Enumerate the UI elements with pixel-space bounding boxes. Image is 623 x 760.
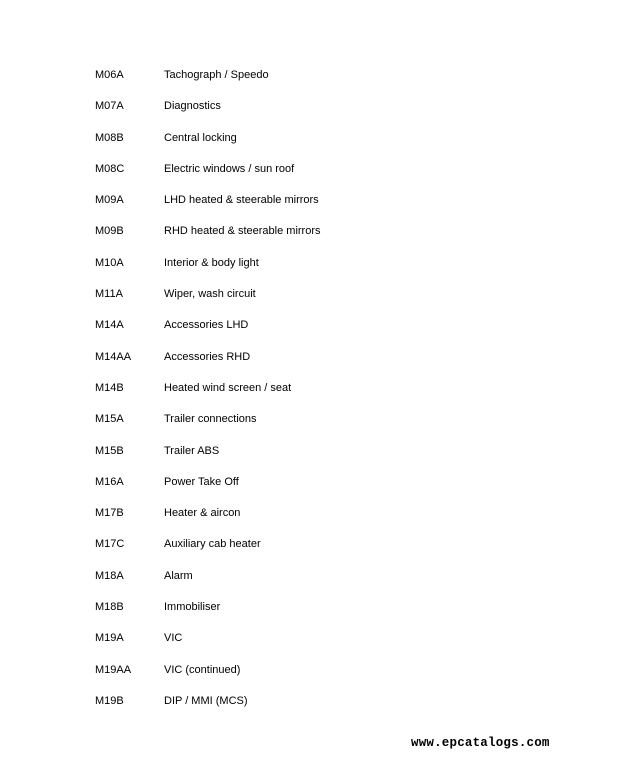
entry-code: M14B [95,381,124,394]
entry-title: Electric windows / sun roof [164,162,295,175]
entry-title: Accessories RHD [164,350,251,363]
entry-code: M07A [95,100,124,113]
index-row [95,506,321,537]
index-row [95,287,321,318]
index-row [95,350,321,381]
entry-title: Trailer ABS [164,444,220,457]
entry-code: M09B [95,225,124,238]
index-row [95,444,321,475]
entry-title: VIC [164,632,183,645]
index-row [95,131,321,162]
watermark-url: www.epcatalogs.com [411,736,550,750]
index-row [95,381,321,412]
index-row [95,537,321,568]
entry-code: M11A [95,288,123,301]
entry-title: Diagnostics [164,100,221,113]
entry-code: M08C [95,162,125,175]
entry-title: RHD heated & steerable mirrors [164,225,321,238]
index-row [95,224,321,255]
entry-code: M17C [95,538,125,551]
entry-title: VIC (continued) [164,663,241,676]
entry-code: M15A [95,413,124,426]
index-row [95,68,321,99]
entry-title: Heater & aircon [164,507,241,520]
entry-title: Central locking [164,131,237,144]
entry-title: Auxiliary cab heater [164,538,261,551]
index-row [95,663,321,694]
document-index-list [95,68,321,725]
entry-title: Accessories LHD [164,319,249,332]
entry-title: Tachograph / Speedo [164,69,269,81]
entry-title: Power Take Off [164,475,239,488]
index-row [95,412,321,443]
entry-title: LHD heated & steerable mirrors [164,194,319,207]
index-row [95,475,321,506]
entry-title: Wiper, wash circuit [164,288,256,301]
entry-title: Immobiliser [164,601,221,614]
entry-title: Heated wind screen / seat [164,381,292,394]
entry-code: M14AA [95,350,132,363]
entry-code: M14A [95,319,124,332]
index-row [95,600,321,631]
entry-code: M09A [95,194,124,207]
entry-code: M10A [95,256,124,269]
entry-code: M19AA [95,663,132,676]
entry-code: M19B [95,694,124,707]
entry-title: DIP / MMI (MCS) [164,694,248,707]
index-row [95,569,321,600]
index-row [95,162,321,193]
index-row [95,694,321,725]
entry-code: M16A [95,475,124,488]
entry-code: M19A [95,632,124,645]
entry-code: M08B [95,131,124,144]
entry-code: M17B [95,507,124,520]
index-row [95,318,321,349]
entry-title: Alarm [164,569,193,582]
entry-code: M06A [95,69,124,81]
index-row [95,256,321,287]
entry-title: Trailer connections [164,413,257,426]
index-row [95,631,321,662]
index-row [95,193,321,224]
entry-code: M15B [95,444,124,457]
entry-code: M18A [95,569,124,582]
entry-code: M18B [95,601,124,614]
index-row [95,99,321,130]
entry-title: Interior & body light [164,256,259,269]
